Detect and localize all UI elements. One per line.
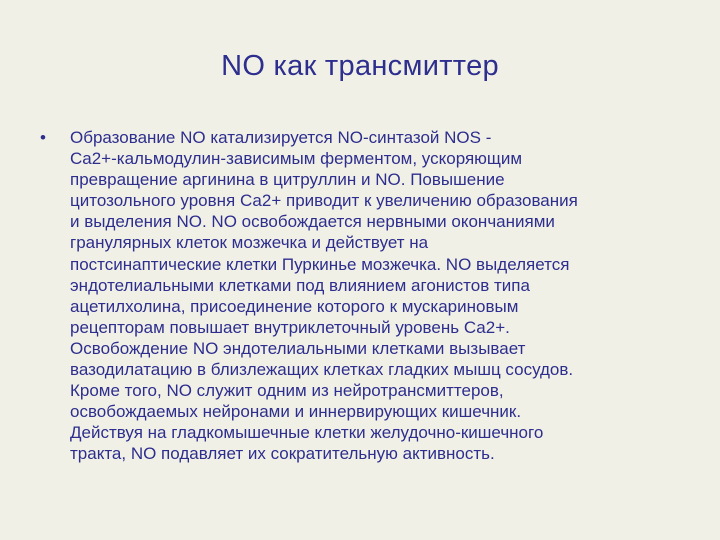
bullet-text: Образование NO катализируется NO-синтазой NOS - Ca2+-кальмодулин-зависимым ферментом, ускоряющим превращение аргинина в цитруллин и NO. Повышение цитозольного уровня Са2+ приводит к увеличению образования и выделения NO. NO освобождается нервными окончаниями гранулярных клеток мозжечка и действует на постсинаптические клетки Пуркинье мозжечка. NO выделяется эндотелиальными клетками под влиянием агонистов типа ацетилхолина, присоединение которого к мускариновым рецепторам повышает внутриклеточный уровень Са2+. Освобождение NO эндотелиальными клетками вызывает вазодилатацию в близлежащих клетках гладких мышц сосудов. Кроме того, NO служит одним из нейротрансмиттеров, освобождаемых нейронами и иннервирующих кишечник. Действуя на гладкомышечные клетки желудочно-кишечного тракта, NO подавляет их сократительную активность.: [70, 128, 578, 464]
slide-title: NO как трансмиттер: [221, 50, 499, 82]
slide-body: [40, 127, 670, 465]
bullet-item: [40, 127, 670, 465]
bullet-marker: •: [40, 128, 46, 147]
